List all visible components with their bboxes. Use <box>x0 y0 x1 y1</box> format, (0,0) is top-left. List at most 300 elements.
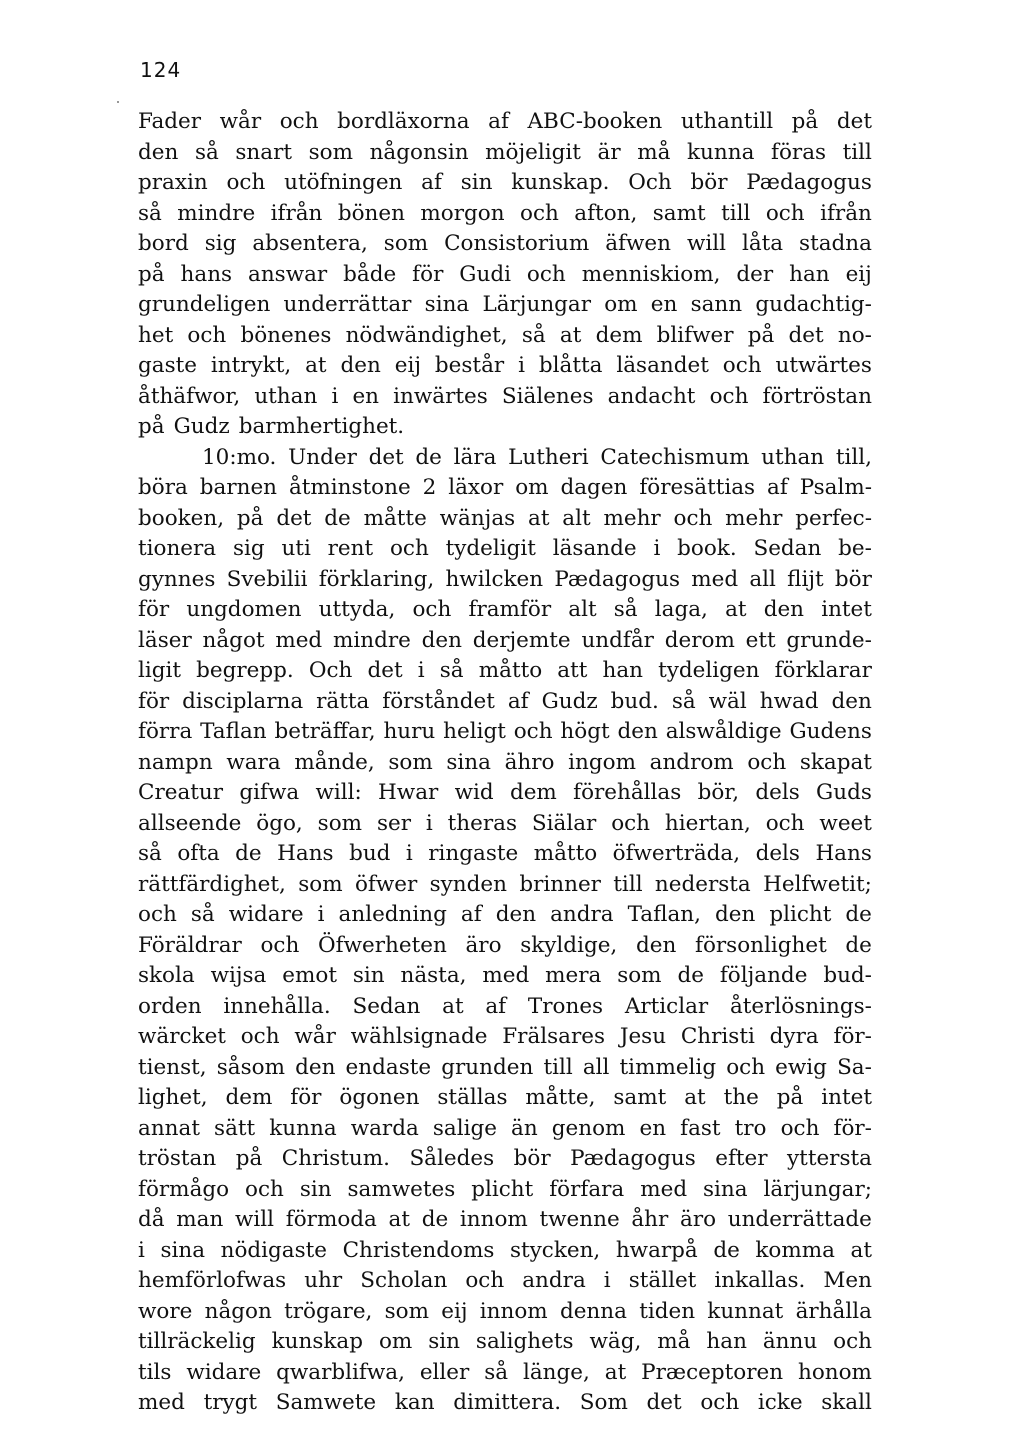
text-line <box>138 107 872 138</box>
word: läsande <box>552 536 637 561</box>
word: nödigaste <box>220 1237 328 1263</box>
word: bör <box>513 1146 551 1171</box>
word: Hans <box>815 841 872 866</box>
word: i <box>518 353 525 378</box>
word: böra <box>138 475 188 500</box>
text-line <box>138 1297 872 1328</box>
word: afton, <box>574 200 638 226</box>
word: åtminstone <box>288 475 411 500</box>
word: på <box>138 261 165 287</box>
word: till <box>613 871 643 897</box>
word: Under <box>288 444 357 470</box>
text-line <box>138 1266 872 1297</box>
word: yttersta <box>787 1146 872 1171</box>
word: försonlighet <box>694 932 827 958</box>
word: för <box>412 261 444 287</box>
word: och <box>513 719 553 744</box>
word: förmoda <box>285 1207 377 1232</box>
word: Jesu <box>619 1024 667 1049</box>
text-line <box>138 138 872 169</box>
word: hwad <box>759 688 819 714</box>
word: förehållas <box>573 780 682 805</box>
text-line <box>138 1358 872 1389</box>
word: måtte <box>363 505 427 531</box>
word: så <box>138 841 162 866</box>
text-line <box>138 687 872 718</box>
word: på <box>138 414 165 439</box>
word: är <box>597 139 621 165</box>
word: åthäfwor, <box>138 383 241 409</box>
text-line <box>138 1144 872 1175</box>
word: laga, <box>654 597 708 622</box>
text-line <box>138 931 872 962</box>
word: synden <box>429 871 507 897</box>
word: på <box>791 109 819 134</box>
text-line <box>138 199 872 230</box>
text-line <box>138 717 872 748</box>
word: och <box>780 1115 820 1141</box>
word: om <box>515 475 549 500</box>
word: uti <box>281 536 311 561</box>
word: det <box>788 322 824 348</box>
word: låta <box>741 231 784 256</box>
word: på <box>235 1146 263 1171</box>
word: sin <box>299 1176 332 1202</box>
word: Lutheri <box>508 444 589 470</box>
word: eij <box>845 261 872 287</box>
word: till <box>842 139 872 165</box>
word: komma <box>755 1237 835 1263</box>
word: kunna <box>687 139 755 165</box>
word: bud- <box>823 963 872 988</box>
word: Således <box>409 1146 495 1171</box>
word: salighets <box>475 1329 574 1354</box>
word: stadna <box>799 231 872 256</box>
word: bud <box>349 841 391 866</box>
word: uhr <box>304 1268 343 1293</box>
word: bordläxorna <box>337 109 470 134</box>
word: der <box>736 261 774 287</box>
word: i <box>331 383 339 409</box>
word: med <box>138 1390 185 1415</box>
word: den <box>635 932 677 958</box>
word: skyldige, <box>520 932 618 958</box>
word: at <box>850 1237 872 1263</box>
word: Siälar <box>531 810 597 836</box>
word: nedersta <box>654 871 751 897</box>
word: de <box>421 1207 449 1232</box>
word: Men <box>823 1268 872 1293</box>
word: den <box>495 902 537 927</box>
word: uttyda, <box>318 597 396 622</box>
word: någonsin <box>369 139 469 165</box>
word: som <box>384 1298 429 1324</box>
word: androm <box>649 749 734 775</box>
word: förklarar <box>774 658 872 683</box>
word: den <box>138 139 179 165</box>
word: kunskap. <box>511 170 610 195</box>
word: föresättias <box>639 475 756 500</box>
word: för <box>138 597 170 622</box>
word: den <box>421 627 462 653</box>
word: gudachtig- <box>755 292 872 317</box>
word: dem <box>509 780 557 805</box>
word: menniskiom, <box>581 261 721 287</box>
word: wid <box>454 780 494 805</box>
word: Som <box>579 1390 628 1415</box>
word: de <box>677 963 704 988</box>
word: no- <box>837 322 872 348</box>
word: den <box>295 1054 336 1080</box>
text-line <box>138 595 872 626</box>
word: öfwerträda, <box>612 841 741 866</box>
word: föras <box>771 139 827 165</box>
text-line <box>138 1327 872 1358</box>
word: som <box>317 810 363 836</box>
word: bör <box>690 170 728 195</box>
word: bönen <box>337 200 405 226</box>
word: åhr <box>631 1207 669 1232</box>
word: med <box>482 963 530 988</box>
word: för <box>138 688 170 714</box>
word: booken, <box>138 505 225 531</box>
word: mehr <box>603 505 661 531</box>
word: och <box>726 1054 766 1080</box>
text-line <box>138 1053 872 1084</box>
text-line <box>138 992 872 1023</box>
word: timmelig <box>619 1054 717 1080</box>
word: han <box>602 658 644 683</box>
word: och <box>765 200 805 226</box>
word: Articlar <box>624 993 709 1019</box>
word: de <box>845 932 872 958</box>
word: Lärjungar <box>482 292 592 317</box>
text-line <box>138 412 872 443</box>
word: så <box>194 139 219 165</box>
text-line <box>138 900 872 931</box>
word: plicht <box>471 1176 534 1202</box>
word: den <box>763 597 805 622</box>
word: will <box>686 231 726 256</box>
word: förfara <box>549 1176 625 1202</box>
word: undfår <box>581 627 654 653</box>
word: som <box>383 231 429 256</box>
word: af <box>485 993 507 1019</box>
text-line <box>138 229 872 260</box>
word: wara <box>226 749 281 775</box>
word: om <box>604 292 638 317</box>
word: at <box>559 322 582 348</box>
word: så <box>484 1359 509 1385</box>
word: efter <box>715 1146 768 1171</box>
word: sina <box>703 1176 748 1202</box>
word: lära <box>453 444 497 470</box>
word: sina <box>424 292 470 317</box>
word: som <box>308 139 353 165</box>
word: den <box>340 353 381 378</box>
word: länge, <box>522 1359 590 1385</box>
word: eller <box>419 1359 470 1385</box>
word: will <box>235 1207 275 1232</box>
word: ABC-booken <box>527 109 663 134</box>
word: honom <box>797 1359 872 1385</box>
word: och <box>700 1390 740 1415</box>
word: i <box>405 841 413 866</box>
word: bönenes <box>240 322 332 348</box>
word: alt <box>568 597 597 622</box>
word: så <box>190 902 215 927</box>
word: Creatur <box>138 780 224 805</box>
word: som <box>388 749 433 775</box>
word: på <box>236 505 264 531</box>
word: flijt <box>787 566 824 592</box>
word: det <box>368 444 404 470</box>
word: begrepp. <box>196 658 294 683</box>
word: stället <box>628 1268 697 1293</box>
word: ser <box>376 810 411 836</box>
word: het <box>138 322 174 348</box>
word: Guds <box>816 780 872 805</box>
word: dem <box>595 322 643 348</box>
word: Catechismum <box>600 444 750 470</box>
word: det <box>836 109 872 134</box>
text-line <box>138 778 872 809</box>
word: disciplarna <box>182 688 304 714</box>
word: Scholan <box>360 1268 448 1293</box>
word: bör <box>834 566 872 592</box>
word: och <box>520 200 559 226</box>
word: de <box>324 505 351 531</box>
word: skall <box>821 1390 872 1415</box>
word: derjemte <box>472 627 571 653</box>
word: någon <box>204 1298 272 1324</box>
word: tillräckelig <box>138 1329 256 1354</box>
word: på <box>747 322 775 348</box>
word: widare <box>186 1359 262 1385</box>
word: för- <box>833 1115 872 1141</box>
word: Och <box>628 170 672 195</box>
word: och <box>709 383 749 409</box>
word: så <box>671 688 696 714</box>
word: kunskap <box>271 1329 363 1354</box>
word: Öfwerheten <box>318 932 447 958</box>
word: allseende <box>138 810 242 836</box>
word: uthan <box>254 383 318 409</box>
word: och <box>240 1024 280 1049</box>
word: äfwen <box>605 231 671 256</box>
word: mera <box>545 963 602 988</box>
word: nampn <box>138 749 213 775</box>
word: dagen <box>560 475 628 500</box>
word: trygt <box>203 1390 258 1415</box>
word: och <box>611 810 651 836</box>
word: lighet, <box>138 1085 208 1110</box>
text-line <box>138 382 872 413</box>
word: Christum. <box>281 1146 390 1171</box>
body-text <box>138 107 872 1419</box>
word: ärhålla <box>795 1298 872 1324</box>
text-line <box>138 748 872 779</box>
word: ifrån <box>270 200 323 226</box>
word: om <box>378 1329 413 1354</box>
word: gaste <box>138 353 197 378</box>
word: Christendoms <box>342 1237 495 1263</box>
word: twenne <box>539 1207 620 1232</box>
word: gynnes <box>138 566 216 592</box>
word: förtröstan <box>762 383 872 409</box>
word: i <box>653 536 661 561</box>
word: läser <box>138 627 192 653</box>
word: wijsa <box>210 963 267 988</box>
word: warda <box>350 1115 419 1141</box>
word: underrättar <box>283 292 412 317</box>
word: af <box>767 475 788 500</box>
word: qwarblifwa, <box>276 1359 405 1385</box>
text-line <box>138 168 872 199</box>
word: at <box>684 1085 706 1110</box>
word: ifrån <box>820 200 872 226</box>
word: inwärtes <box>393 383 488 409</box>
text-line <box>138 534 872 565</box>
word: wärcket <box>138 1024 226 1049</box>
word: tro <box>734 1115 767 1141</box>
word: må <box>637 139 671 165</box>
page-number: 124 <box>140 58 182 82</box>
word: bud. <box>610 688 659 714</box>
word: annat <box>138 1115 200 1141</box>
word: rätta <box>316 688 370 714</box>
word: samt <box>613 1085 667 1110</box>
word: en <box>650 292 678 317</box>
word: Föräldrar <box>138 932 242 958</box>
word: icke <box>757 1390 803 1415</box>
text-line <box>138 1388 872 1419</box>
word: skola <box>138 963 195 988</box>
word: dels <box>755 841 800 866</box>
word: andra <box>550 902 614 927</box>
text-line <box>138 443 872 474</box>
word: grunden <box>441 1054 534 1080</box>
word: derom <box>664 627 735 653</box>
word: för- <box>833 1024 872 1049</box>
word: sig <box>232 536 265 561</box>
word: och <box>465 1268 505 1293</box>
word: och <box>833 1329 872 1354</box>
word: ögo, <box>256 810 303 836</box>
text-line <box>138 260 872 291</box>
word: den <box>714 902 756 927</box>
text-line <box>138 870 872 901</box>
word: att <box>557 658 588 683</box>
word: som <box>298 871 343 897</box>
word: underrättade <box>727 1207 872 1232</box>
word: äro <box>465 932 502 958</box>
word: uthan <box>761 444 825 470</box>
word: och <box>138 902 177 927</box>
word: absentera, <box>252 231 368 256</box>
word: wår <box>294 1024 336 1049</box>
word: hwarpå <box>615 1237 698 1263</box>
word: mehr <box>725 505 783 531</box>
word: orden <box>138 993 202 1019</box>
word: perfec- <box>795 505 872 531</box>
word: alswåldige <box>665 719 782 744</box>
word: tydeligit <box>445 536 536 561</box>
word: blifwer <box>656 322 734 348</box>
word: wår <box>219 109 262 134</box>
word: wäg, <box>589 1329 642 1354</box>
word: äro <box>680 1207 717 1232</box>
word: så <box>439 658 464 683</box>
word: innehålla. <box>223 993 331 1019</box>
word: i <box>417 658 425 683</box>
word: läxor <box>448 475 504 500</box>
word: till <box>543 1054 573 1080</box>
word: dyra <box>769 1024 819 1049</box>
word: och <box>747 749 787 775</box>
word: widare <box>228 902 304 927</box>
word: ewig <box>775 1054 827 1080</box>
word: tienst, <box>138 1054 207 1080</box>
word: Consistorium <box>444 231 590 256</box>
word: både <box>343 261 397 287</box>
word: emot <box>282 963 337 988</box>
word: Och <box>308 658 353 683</box>
word: af <box>421 170 442 195</box>
word: at <box>604 1359 627 1385</box>
word: andra <box>522 1268 586 1293</box>
word: uthantill <box>680 109 774 134</box>
text-line <box>138 1114 872 1145</box>
text-line <box>138 473 872 504</box>
word: eij <box>441 1298 468 1324</box>
word: book. <box>677 536 737 561</box>
word: Taflan, <box>627 902 701 927</box>
word: Gudz <box>541 688 598 714</box>
word: med <box>640 1176 688 1202</box>
word: i <box>603 1268 611 1293</box>
word: praxin <box>138 170 208 195</box>
word: andacht <box>607 383 696 409</box>
text-line <box>138 1083 872 1114</box>
word: af <box>507 688 529 714</box>
word: består <box>434 353 505 378</box>
word: Samwete <box>275 1390 377 1415</box>
word: at <box>725 597 747 622</box>
word: Pædagogus <box>570 1146 696 1171</box>
word: brinner <box>519 871 601 897</box>
word: en <box>639 1115 667 1141</box>
word: be- <box>838 536 872 561</box>
word: Helfwetit; <box>763 871 872 897</box>
word: Sedan <box>352 993 421 1019</box>
word: stycken, <box>509 1237 601 1263</box>
word: eij <box>394 353 421 378</box>
word: at <box>305 353 327 378</box>
word: hwilcken <box>445 566 544 592</box>
word: ligit <box>138 658 182 683</box>
word: och <box>526 261 566 287</box>
word: sin <box>352 963 385 988</box>
word: hans <box>180 261 233 287</box>
word: sina <box>160 1237 206 1263</box>
word: så <box>138 200 162 226</box>
text-line <box>138 839 872 870</box>
text-line <box>138 504 872 535</box>
word: trögare, <box>284 1298 373 1324</box>
word: morgon <box>420 200 505 226</box>
word: läsandet <box>616 353 709 378</box>
